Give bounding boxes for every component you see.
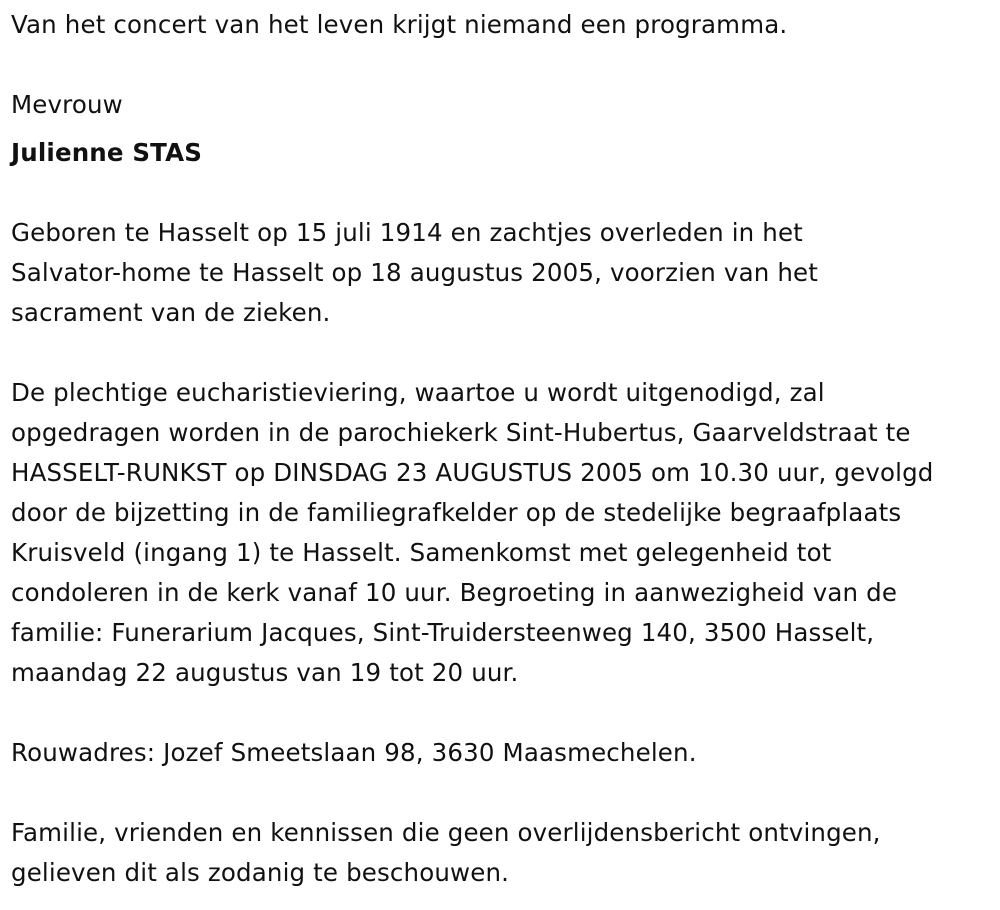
closing-line: Familie, vrienden en kennissen die geen overlijdensbericht ontvingen, bbox=[11, 818, 881, 847]
ceremony-line: HASSELT-RUNKST op DINSDAG 23 AUGUSTUS 2005 om 10.30 uur, gevolgd bbox=[11, 458, 934, 487]
birth-line: sacrament van de zieken. bbox=[11, 298, 331, 327]
ceremony-line: opgedragen worden in de parochiekerk Sint-Hubertus, Gaarveldstraat te bbox=[11, 418, 911, 447]
spacer bbox=[11, 333, 996, 373]
salutation: Mevrouw bbox=[11, 90, 123, 119]
deceased-name: Julienne STAS bbox=[11, 138, 203, 167]
ceremony-line: De plechtige eucharistieviering, waartoe u wordt uitgenodigd, zal bbox=[11, 378, 825, 407]
ceremony-line: Kruisveld (ingang 1) te Hasselt. Samenkomst met gelegenheid tot bbox=[11, 538, 832, 567]
ceremony-line: maandag 22 augustus van 19 tot 20 uur. bbox=[11, 658, 519, 687]
ceremony-line: condoleren in de kerk vanaf 10 uur. Begroeting in aanwezigheid van de bbox=[11, 578, 898, 607]
spacer bbox=[11, 45, 996, 85]
mourning-address: Rouwadres: Jozef Smeetslaan 98, 3630 Maasmechelen. bbox=[11, 738, 697, 767]
spacer bbox=[11, 773, 996, 813]
spacer bbox=[11, 693, 996, 733]
ceremony-line: door de bijzetting in de familiegrafkelder op de stedelijke begraafplaats bbox=[11, 498, 902, 527]
ceremony-paragraph bbox=[11, 373, 996, 693]
obituary-document bbox=[11, 5, 996, 893]
closing-paragraph bbox=[11, 813, 996, 893]
birth-line: Geboren te Hasselt op 15 juli 1914 en zachtjes overleden in het bbox=[11, 218, 803, 247]
motto: Van het concert van het leven krijgt niemand een programma. bbox=[11, 10, 788, 39]
ceremony-line: familie: Funerarium Jacques, Sint-Truidersteenweg 140, 3500 Hasselt, bbox=[11, 618, 875, 647]
birth-paragraph bbox=[11, 213, 996, 333]
spacer bbox=[11, 173, 996, 213]
closing-line: gelieven dit als zodanig te beschouwen. bbox=[11, 858, 510, 887]
birth-line: Salvator-home te Hasselt op 18 augustus 2005, voorzien van het bbox=[11, 258, 819, 287]
